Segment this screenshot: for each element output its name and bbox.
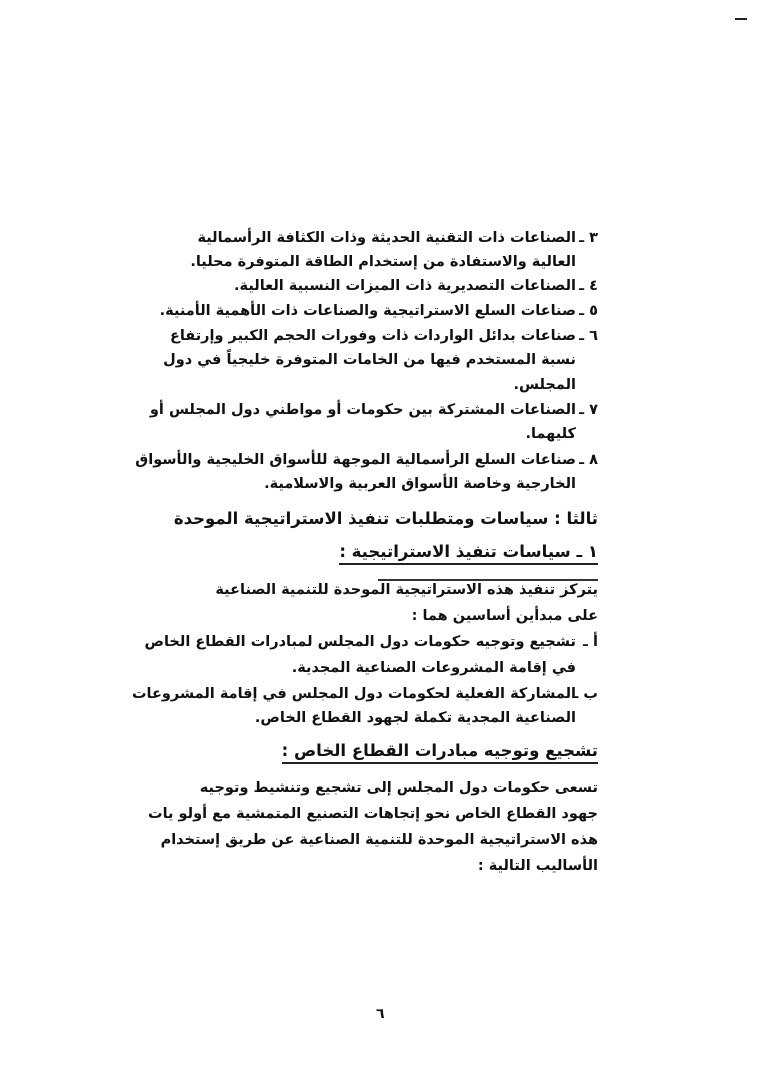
- subheading-text: ١ ـ سياسات تنفيذ الاستراتيجية :: [339, 542, 598, 565]
- paragraph-line: جهود القطاع الخاص نحو إتجاهات التصنيع المتمشية مع أولو يات: [148, 806, 598, 822]
- list-item-line: صناعات السلع الرأسمالية الموجهة للأسواق الخليجية والأسواق: [135, 452, 576, 468]
- list-number: ٧ ـ: [579, 402, 598, 418]
- subheading-private-sector: [282, 739, 598, 763]
- list-item-line: صناعات السلع الاستراتيجية والصناعات ذات الأهمية الأمنية.: [159, 303, 576, 319]
- list-item-line: الصناعية المجدية تكملة لجهود القطاع الخاص.: [254, 710, 576, 726]
- list-item-line: نسبة المستخدم فيها من الخامات المتوفرة خليجياً في دول: [163, 352, 576, 368]
- list-item-line: صناعات بدائل الواردات ذات وفورات الحجم الكبير وإرتفاع: [169, 328, 576, 344]
- corner-mark: [735, 18, 747, 20]
- list-number: ٣ ـ: [579, 230, 598, 246]
- list-item-line: الصناعات التصديرية ذات الميزات النسبية العالية.: [234, 278, 576, 294]
- list-item-line: الصناعات المشتركة بين حكومات أو مواطني دول المجلس أو: [149, 402, 576, 418]
- list-letter: ب ـ: [573, 686, 598, 702]
- paragraph-line: يتركز تنفيذ هذه الاستراتيجية الموحدة للتنمية الصناعية: [215, 582, 598, 598]
- list-number: ٨ ـ: [579, 452, 598, 468]
- list-number: ٦ ـ: [579, 328, 598, 344]
- list-item-line: كليهما.: [525, 426, 576, 442]
- paragraph-line: تسعى حكومات دول المجلس إلى تشجيع وتنشيط وتوجيه: [199, 780, 598, 796]
- list-item-line: تشجيع وتوجيه حكومات دول المجلس لمبادرات القطاع الخاص: [144, 634, 576, 650]
- paragraph-line: هذه الاستراتيجية الموحدة للتنمية الصناعية عن طريق إستخدام: [160, 832, 598, 848]
- list-item-line: الخارجية وخاصة الأسواق العربية والاسلامية.: [264, 476, 576, 492]
- list-item-line: المجلس.: [513, 377, 576, 393]
- paragraph-line: على مبدأين أساسين هما :: [411, 608, 598, 624]
- list-item-line: في إقامة المشروعات الصناعية المجدية.: [291, 660, 576, 676]
- list-number: ٤ ـ: [579, 278, 598, 294]
- page-number: ٦: [376, 1006, 385, 1022]
- list-item-line: الصناعات ذات التقنية الحديثة وذات الكثافة الرأسمالية: [197, 230, 576, 246]
- paragraph-line: الأساليب التالية :: [477, 858, 598, 874]
- list-letter: أ ـ: [583, 634, 598, 650]
- subheading-policies: [339, 540, 598, 564]
- section-heading: ثالثا : سياسات ومتطلبات تنفيذ الاستراتيجية الموحدة: [173, 509, 598, 528]
- list-item-line: المشاركة الفعلية لحكومات دول المجلس في إقامة المشروعات: [131, 686, 576, 702]
- subheading-text: تشجيع وتوجيه مبادرات القطاع الخاص :: [282, 741, 598, 764]
- list-number: ٥ ـ: [579, 303, 598, 319]
- list-item-line: العالية والاستفادة من إستخدام الطاقة المتوفرة محليا.: [190, 254, 576, 270]
